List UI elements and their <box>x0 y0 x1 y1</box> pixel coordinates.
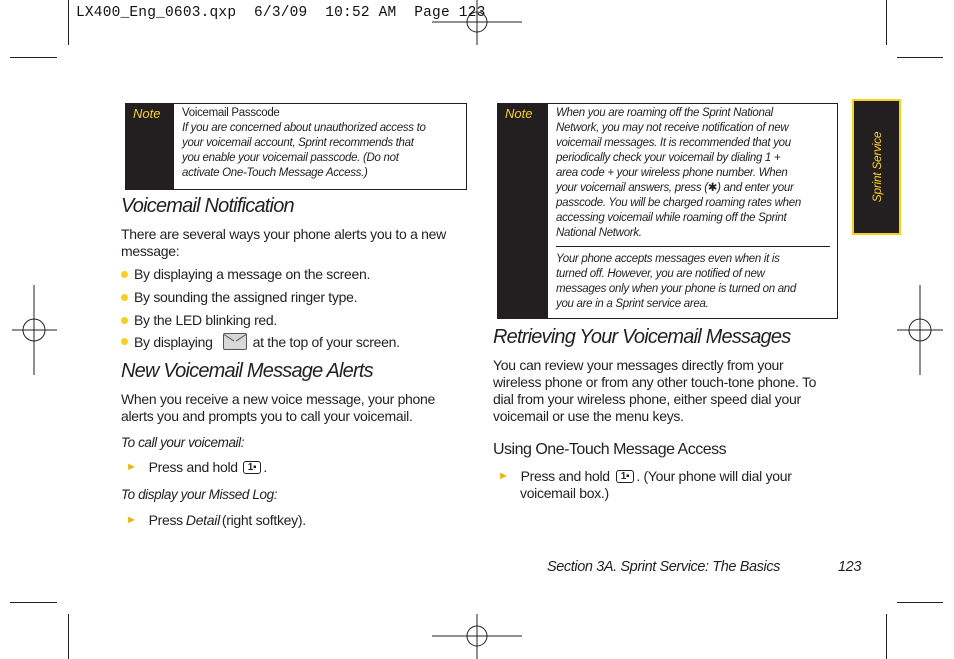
note-line: voicemail messages. It is recommended that you <box>556 137 791 149</box>
bullet-text: By displaying <box>134 333 213 350</box>
bullet-dot <box>121 338 128 345</box>
note-line: When you are roaming off the Sprint National <box>556 107 773 119</box>
note-line: Network, you may not receive notification of new <box>556 122 789 134</box>
bullet-item <box>121 289 357 305</box>
note-line: accessing voicemail while roaming off the Sprint <box>556 212 787 224</box>
call-voicemail-step <box>126 459 267 475</box>
page-number: 123 <box>838 559 861 575</box>
one-key-icon: 1▪ <box>616 470 635 483</box>
note-line: Your phone accepts messages even when it is <box>556 253 780 265</box>
note-body <box>174 104 434 189</box>
bullet-text: at the top of your screen. <box>252 333 400 350</box>
note-line: If you are concerned about unauthorized access to <box>182 122 426 134</box>
voicemail-notification-intro <box>121 226 446 260</box>
bullet-text: By displaying a message on the screen. <box>134 266 371 282</box>
missed-log-label: To display your Missed Log: <box>121 487 278 502</box>
missed-log-step <box>126 512 306 528</box>
note-line: your voicemail answers, press (✱) and enter your <box>556 182 794 194</box>
note-line: National Network. <box>556 227 642 239</box>
step-arrow-icon: ► <box>498 470 509 482</box>
note-line: area code + your wireless phone number. When <box>556 167 788 179</box>
footer-section-title: Section 3A. Sprint Service: The Basics <box>547 559 781 575</box>
step-text: . <box>263 459 267 475</box>
step-text: voicemail box.) <box>520 485 609 501</box>
one-touch-subheading: Using One-Touch Message Access <box>493 441 727 458</box>
step-text: Press and hold <box>520 468 610 484</box>
note-line: periodically check your voicemail by dialing 1 + <box>556 152 781 164</box>
right-note-box <box>497 103 838 319</box>
softkey-label: Detail <box>185 512 220 528</box>
step-arrow-icon: ► <box>126 514 137 526</box>
note-body <box>548 104 836 318</box>
note-line: activate One-Touch Message Access.) <box>182 167 368 179</box>
step-arrow-icon: ► <box>126 461 137 473</box>
voicemail-notification-heading: Voicemail Notification <box>121 195 294 217</box>
note-tab: Note <box>126 104 174 189</box>
bullet-dot <box>121 317 128 324</box>
intro-line: You can review your messages directly from your <box>493 357 784 373</box>
note-line: turned off. However, you are notified of new <box>556 268 765 280</box>
bullet-dot <box>121 294 128 301</box>
intro-line: message: <box>121 243 180 259</box>
intro-line: There are several ways your phone alerts you to a new <box>121 226 446 242</box>
retrieving-intro <box>493 357 816 425</box>
bullet-item <box>121 333 400 350</box>
new-alerts-intro <box>121 391 435 425</box>
left-note-box <box>125 103 467 190</box>
note-line: messages only when your phone is turned on and <box>556 283 797 295</box>
new-alerts-heading: New Voicemail Message Alerts <box>121 360 373 382</box>
one-touch-step <box>498 468 792 502</box>
step-text: . (Your phone will dial your <box>636 468 792 484</box>
note-line: your voicemail account, Sprint recommends that <box>182 137 414 149</box>
side-tab-label: Sprint Service <box>869 131 884 203</box>
intro-line: When you receive a new voice message, your phone <box>121 391 436 407</box>
note-divider <box>556 246 830 247</box>
bullet-item <box>121 266 370 282</box>
note-line: passcode. You will be charged roaming rates when <box>556 197 801 209</box>
note-title: Voicemail Passcode <box>182 107 280 119</box>
bullet-text: By the LED blinking red. <box>134 312 277 328</box>
intro-line: wireless phone or from any other touch-tone phone. To <box>493 374 817 390</box>
section-side-tab <box>852 99 901 235</box>
intro-line: dial from your wireless phone, either speed dial your <box>493 391 801 407</box>
intro-line: alerts you and prompts you to call your voicemail. <box>121 408 413 424</box>
intro-line: voicemail or use the menu keys. <box>493 408 684 424</box>
print-slug: LX400_Eng_0603.qxp 6/3/09 10:52 AM Page 123 <box>76 5 486 21</box>
step-text: Press and hold <box>148 459 238 475</box>
bullet-text: By sounding the assigned ringer type. <box>134 289 358 305</box>
step-text: (right softkey). <box>221 512 306 528</box>
envelope-icon <box>223 333 247 350</box>
note-tab: Note <box>498 104 548 318</box>
call-voicemail-label: To call your voicemail: <box>121 435 245 450</box>
bullet-item <box>121 312 277 328</box>
note-line: you enable your voicemail passcode. (Do not <box>182 152 399 164</box>
retrieving-heading: Retrieving Your Voicemail Messages <box>493 326 791 348</box>
bullet-dot <box>121 271 128 278</box>
step-text: Press <box>148 512 183 528</box>
one-key-icon: 1▪ <box>243 461 262 474</box>
note-line: you are in a Sprint service area. <box>556 298 709 310</box>
